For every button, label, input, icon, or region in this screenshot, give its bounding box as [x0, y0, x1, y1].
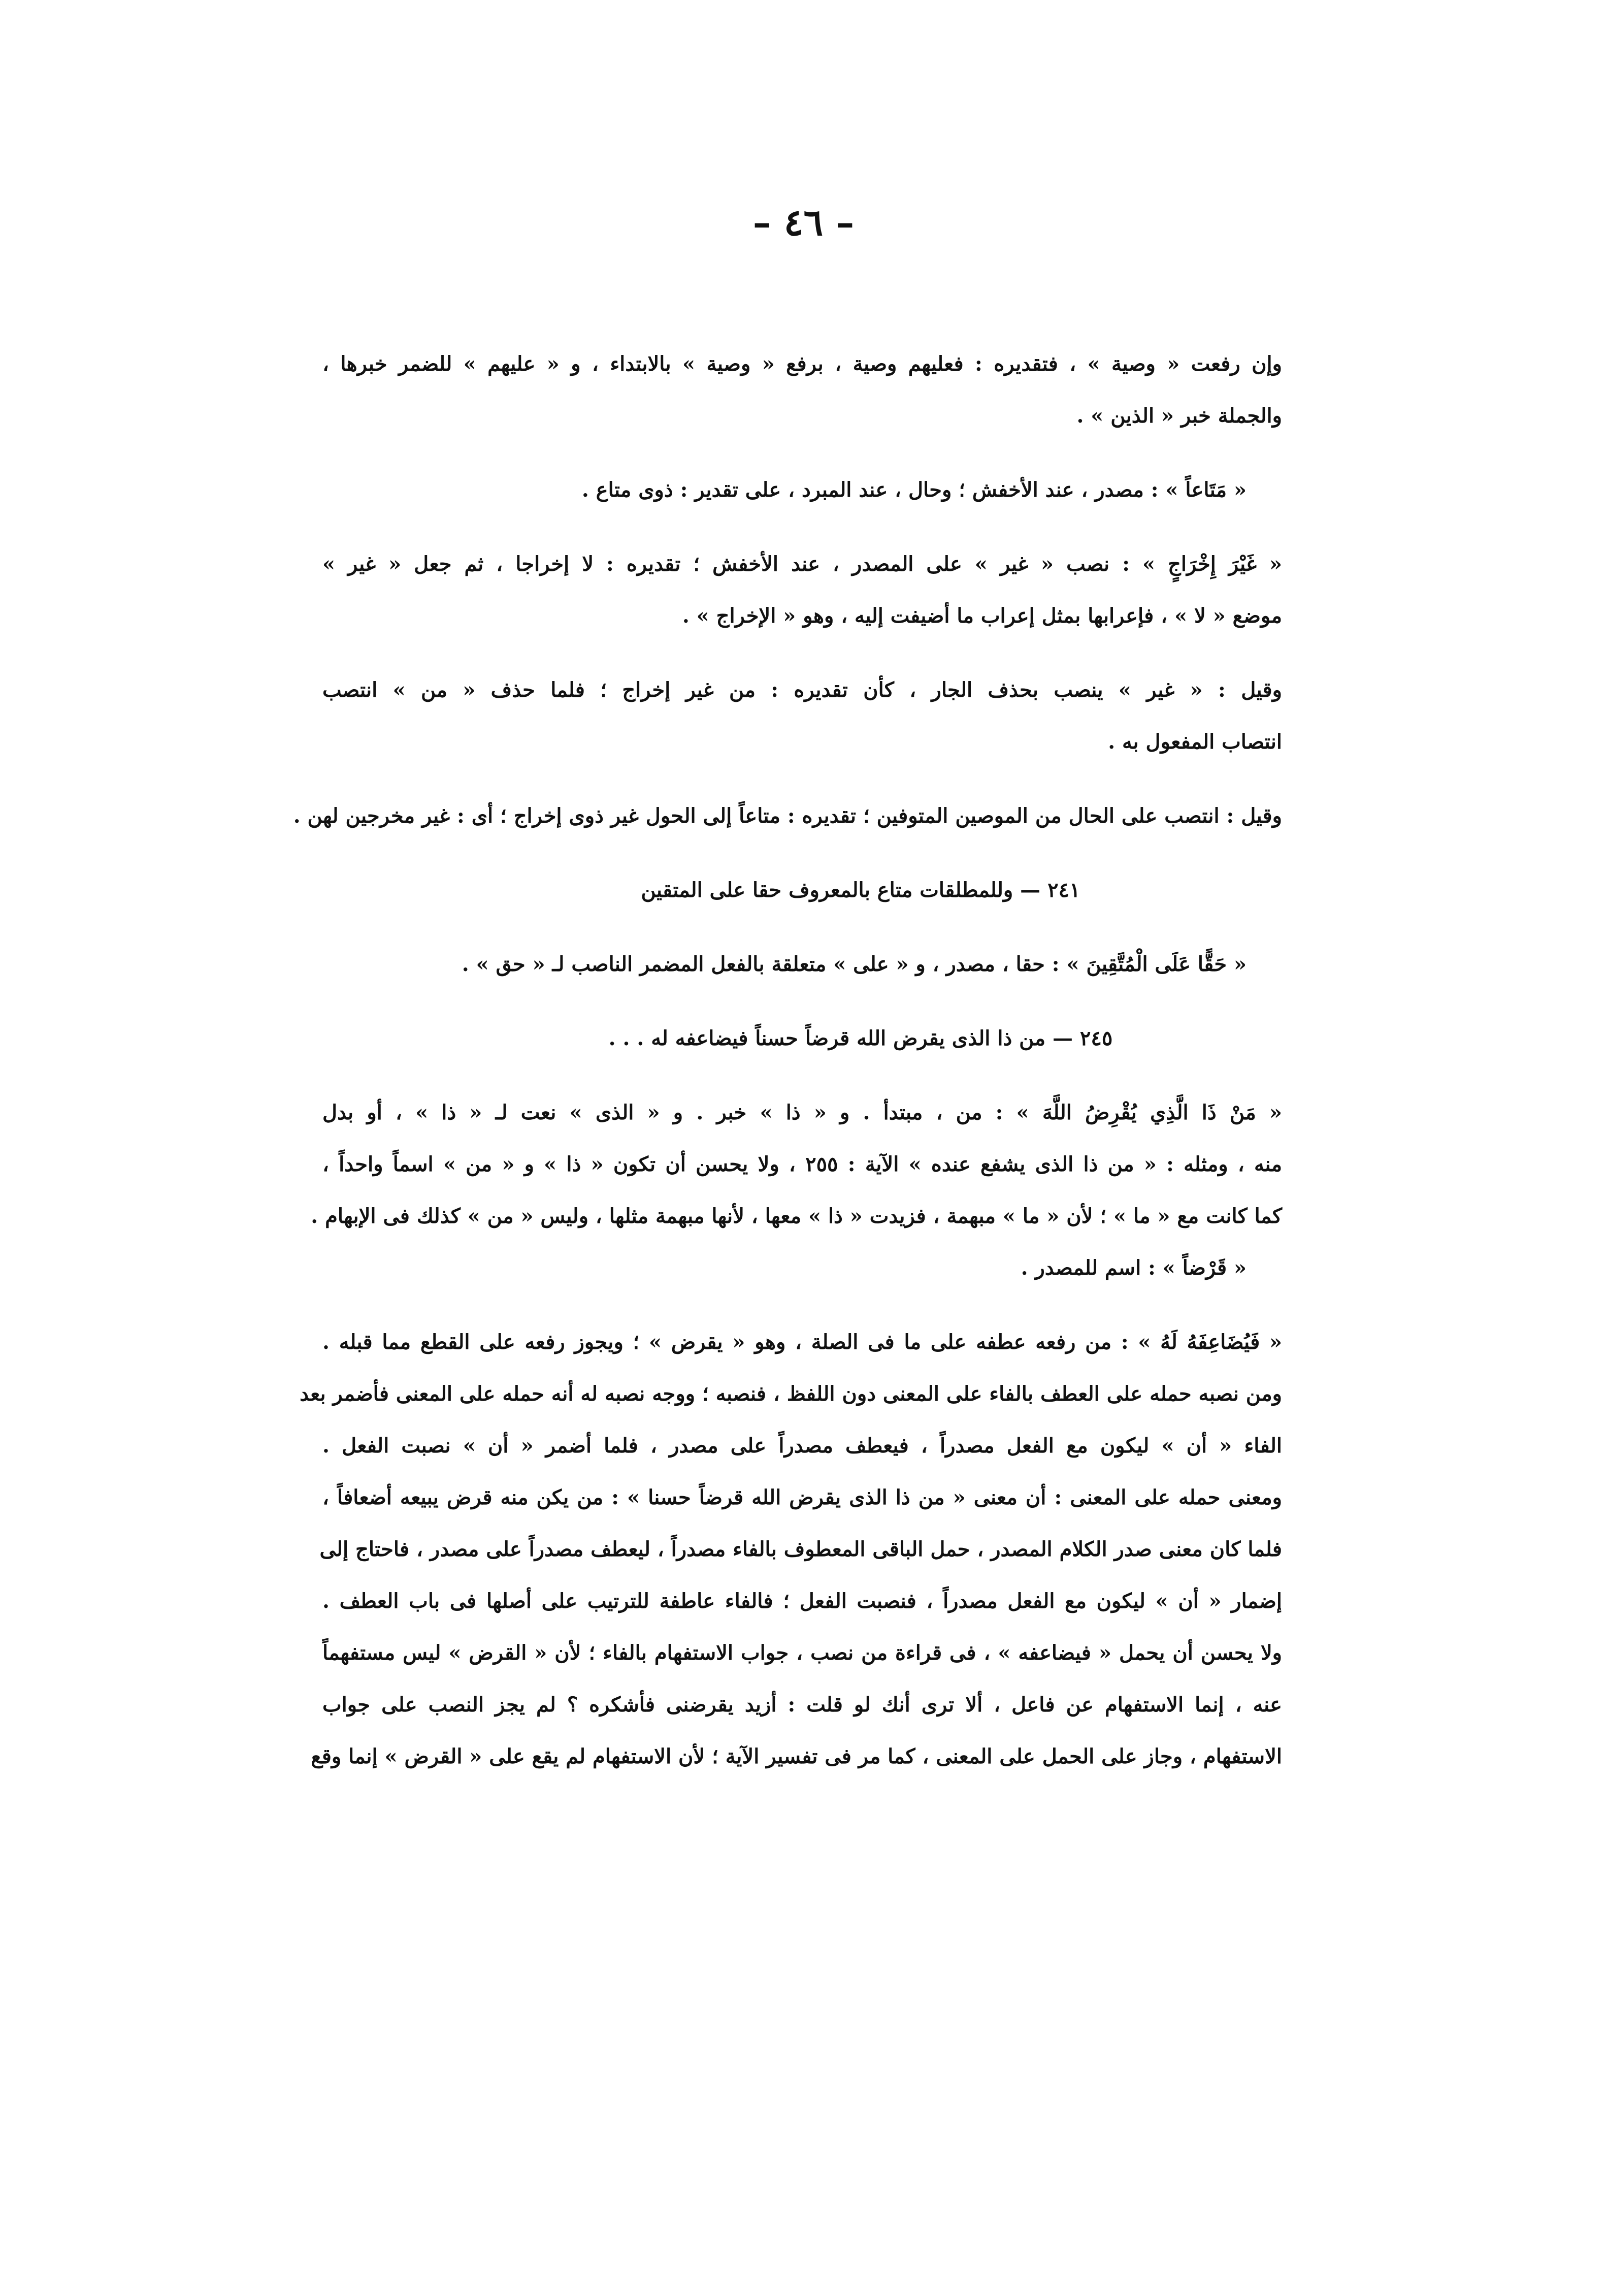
text-line: ٢٤١ — وللمطلقات متاع بالمعروف حقا على المتقين: [641, 878, 1080, 902]
text-line: وقيل : انتصب على الحال من الموصين المتوفين ؛ تقديره : متاعاً إلى الحول غير ذوى إخراج ؛ أى : غير مخرجين لهن .: [293, 804, 1282, 828]
text-line: « قَرْضاً » : اسم للمصدر .: [1021, 1256, 1247, 1280]
page-body: [293, 350, 1282, 1770]
text-line: « مَتَاعاً » : مصدر ، عند الأخفش ؛ وحال ، عند المبرد ، على تقدير : ذوى متاع .: [581, 478, 1247, 502]
text-line: الفاء « أن » ليكون مع الفعل مصدراً ، فيعطف مصدراً على مصدر ، فلما أضمر « أن » نصبت الفعل .: [322, 1434, 1282, 1458]
text-line: ومعنى حمله على المعنى : أن معنى « من ذا الذى يقرض الله قرضاً حسنا » : من يكن منه قرض يبيعه أضعافاً ،: [322, 1485, 1282, 1509]
text-line: منه ، ومثله : « من ذا الذى يشفع عنده » الآية : ٢٥٥ ، ولا يحسن أن تكون « ذا » و « من » اسماً واحداً ،: [322, 1152, 1282, 1176]
text-line: ومن نصبه حمله على العطف بالفاء على المعنى دون اللفظ ، فنصبه ؛ ووجه نصبه له أنه حمله على المعنى فأضمر بعد: [300, 1382, 1282, 1406]
text-line: كما كانت مع « ما » ؛ لأن « ما » مبهمة ، فزيدت « ذا » معها ، لأنها مبهمة مثلها ، وليس « من » كذلك فى الإبهام .: [311, 1204, 1282, 1228]
text-line: الاستفهام ، وجاز على الحمل على المعنى ، كما مر فى تفسير الآية ؛ لأن الاستفهام لم يقع على « القرض » إنما وقع: [311, 1744, 1282, 1768]
page-number: – ٤٦ –: [752, 201, 855, 244]
text-line: وإن رفعت « وصية » ، فتقديره : فعليهم وصية ، برفع « وصية » بالابتداء ، و « عليهم » للضمر خبرها ،: [322, 352, 1282, 376]
text-line: ٢٤٥ — من ذا الذى يقرض الله قرضاً حسناً فيضاعفه له . . .: [608, 1026, 1113, 1050]
text-line: « غَيْرَ إِخْرَاجٍ » : نصب « غير » على المصدر ، عند الأخفش ؛ تقديره : لا إخراجا ، ثم جعل « غير »: [322, 552, 1282, 576]
text-line: ولا يحسن أن يحمل « فيضاعفه » ، فى قراءة من نصب ، جواب الاستفهام بالفاء ؛ لأن « القرض » ليس مستفهماً: [322, 1641, 1282, 1665]
text-line: عنه ، إنما الاستفهام عن فاعل ، ألا ترى أنك لو قلت : أزيد يقرضنى فأشكره ؟ لم يجز النصب على جواب: [322, 1693, 1282, 1717]
text-line: والجملة خبر « الذين » .: [1076, 404, 1282, 428]
text-line: وقيل : « غير » ينصب بحذف الجار ، كأن تقديره : من غير إخراج ؛ فلما حذف « من » انتصب: [322, 678, 1282, 702]
text-line: انتصاب المفعول به .: [1108, 730, 1282, 754]
text-line: « حَقًّا عَلَى الْمُتَّقِينَ » : حقا ، مصدر ، و « على » متعلقة بالفعل المضمر الناصب لـ « حق » .: [462, 952, 1247, 976]
text-line: « مَنْ ذَا الَّذِي يُقْرِضُ اللَّهَ » : من ، مبتدأ . و « ذا » خبر . و « الذى » نعت لـ « ذا » ، أو بدل: [322, 1101, 1282, 1124]
text-line: إضمار « أن » ليكون مع الفعل مصدراً ، فنصبت الفعل ؛ فالفاء عاطفة للترتيب على أصلها فى باب العطف .: [322, 1589, 1282, 1613]
text-line: « فَيُضَاعِفَهُ لَهُ » : من رفعه عطفه على ما فى الصلة ، وهو « يقرض » ؛ ويجوز رفعه على القطع مما قبله .: [322, 1330, 1282, 1354]
text-line: فلما كان معنى صدر الكلام المصدر ، حمل الباقى المعطوف بالفاء مصدراً ، ليعطف مصدراً على مصدر ، فاحتاج إلى: [319, 1537, 1282, 1561]
text-line: موضع « لا » ، فإعرابها بمثل إعراب ما أضيفت إليه ، وهو « الإخراج » .: [682, 604, 1282, 628]
